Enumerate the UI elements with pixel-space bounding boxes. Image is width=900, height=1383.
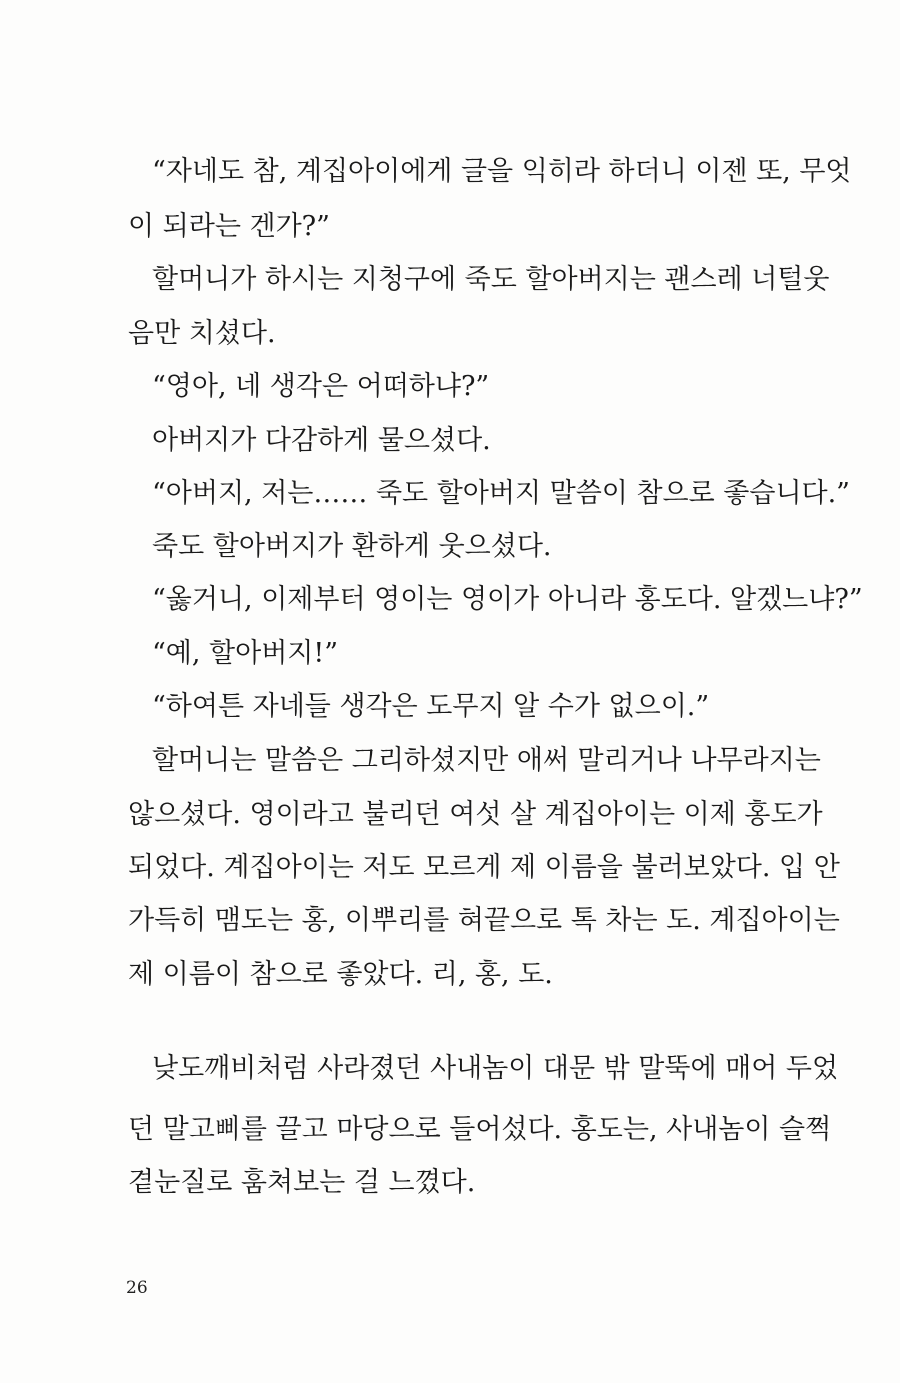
text-line: “자네도 참, 계집아이에게 글을 익히라 하더니 이젠 또, 무엇	[152, 156, 852, 187]
text-line: 이 되라는 겐가?”	[128, 211, 330, 242]
text-line: “예, 할아버지!”	[152, 638, 339, 669]
text-line: 던 말고삐를 끌고 마당으로 들어섰다. 홍도는, 사내놈이 슬쩍	[128, 1114, 832, 1145]
text-line: 되었다. 계집아이는 저도 모르게 제 이름을 불러보았다. 입 안	[128, 852, 840, 883]
text-line: “영아, 네 생각은 어떠하냐?”	[152, 371, 490, 402]
text-line: 곁눈질로 훔쳐보는 걸 느꼈다.	[128, 1167, 476, 1198]
text-line: 아버지가 다감하게 물으셨다.	[152, 425, 491, 456]
text-line: 죽도 할아버지가 환하게 웃으셨다.	[152, 531, 552, 562]
text-line: 할머니가 하시는 지청구에 죽도 할아버지는 괜스레 너털웃	[152, 264, 830, 295]
text-line: “아버지, 저는…… 죽도 할아버지 말씀이 참으로 좋습니다.”	[152, 478, 850, 509]
text-line: 않으셨다. 영이라고 불리던 여섯 살 계집아이는 이제 홍도가	[128, 799, 823, 830]
text-line: 제 이름이 참으로 좋았다. 리, 홍, 도.	[128, 959, 553, 990]
page-number: 26	[126, 1278, 148, 1298]
text-line: 음만 치셨다.	[128, 318, 276, 349]
text-line: 낮도깨비처럼 사라졌던 사내놈이 대문 밖 말뚝에 매어 두었	[152, 1053, 839, 1084]
text-line: 가득히 맴도는 홍, 이뿌리를 혀끝으로 톡 차는 도. 계집아이는	[128, 905, 840, 936]
text-line: 할머니는 말씀은 그리하셨지만 애써 말리거나 나무라지는	[152, 745, 821, 776]
text-line: “옳거니, 이제부터 영이는 영이가 아니라 홍도다. 알겠느냐?”	[152, 584, 863, 615]
text-line: “하여튼 자네들 생각은 도무지 알 수가 없으이.”	[152, 691, 710, 722]
